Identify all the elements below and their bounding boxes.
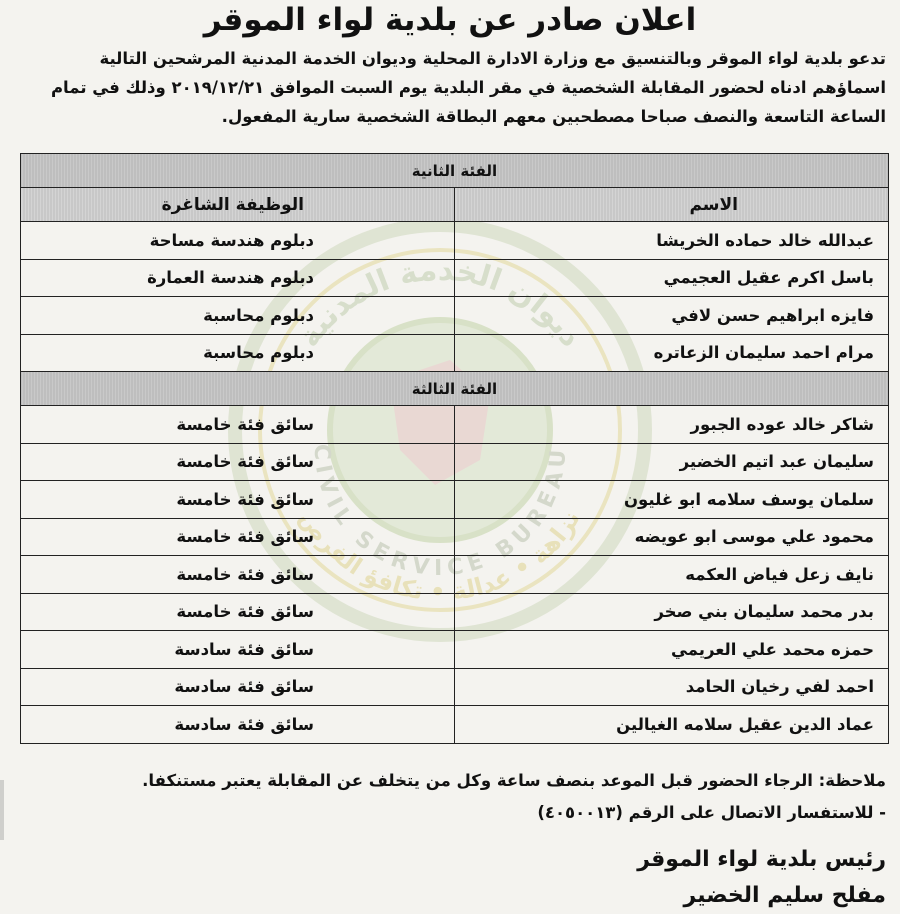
table-header-row bbox=[21, 188, 889, 222]
table-row bbox=[21, 706, 889, 744]
table-row bbox=[21, 631, 889, 669]
table-row bbox=[21, 406, 889, 444]
intro-line: تدعو بلدية لواء الموقر وبالتنسيق مع وزارة الادارة المحلية وديوان الخدمة المدنية المرشحين التالية bbox=[99, 49, 886, 68]
candidate-name: شاكر خالد عوده الجبور bbox=[455, 406, 889, 444]
candidate-name: سليمان عبد اتيم الخضير bbox=[455, 443, 889, 481]
candidate-name: بدر محمد سليمان بني صخر bbox=[455, 593, 889, 631]
candidate-name: حمزه محمد علي العريمي bbox=[455, 631, 889, 669]
header-job: الوظيفة الشاغرة bbox=[21, 188, 455, 222]
signature-title: رئيس بلدية لواء الموقر bbox=[637, 847, 886, 872]
candidate-job: سائق فئة خامسة bbox=[21, 443, 455, 481]
candidate-job: سائق فئة خامسة bbox=[21, 406, 455, 444]
table-row bbox=[21, 668, 889, 706]
candidate-name: مرام احمد سليمان الزعاتره bbox=[455, 334, 889, 372]
candidate-job: دبلوم محاسبة bbox=[21, 297, 455, 335]
candidate-job: دبلوم هندسة العمارة bbox=[21, 259, 455, 297]
candidate-job: سائق فئة خامسة bbox=[21, 518, 455, 556]
seal-motto-text: نزاهة • عدالة • تكافؤ الفرص bbox=[293, 504, 586, 607]
candidate-job: سائق فئة سادسة bbox=[21, 706, 455, 744]
candidate-job: سائق فئة خامسة bbox=[21, 556, 455, 594]
inquiry-phone-note: - للاستفسار الاتصال على الرقم (٤٠٥٠٠١٣) bbox=[537, 803, 886, 822]
table-row bbox=[21, 556, 889, 594]
signature-name: مفلح سليم الخضير bbox=[683, 883, 886, 908]
intro-paragraph bbox=[20, 44, 886, 131]
attendance-note: ملاحظة: الرجاء الحضور قبل الموعد بنصف ساعة وكل من يتخلف عن المقابلة يعتبر مستنكفا. bbox=[142, 771, 886, 790]
table-row bbox=[21, 518, 889, 556]
candidate-job: سائق فئة سادسة bbox=[21, 631, 455, 669]
candidate-job: سائق فئة خامسة bbox=[21, 481, 455, 519]
candidate-job: دبلوم محاسبة bbox=[21, 334, 455, 372]
candidate-name: عبدالله خالد حماده الخريشا bbox=[455, 222, 889, 260]
candidate-name: محمود علي موسى ابو عويضه bbox=[455, 518, 889, 556]
intro-line: اسماؤهم ادناه لحضور المقابلة الشخصية في مقر البلدية يوم السبت الموافق ٢٠١٩/١٢/٢١ وذلك في تمام bbox=[50, 78, 886, 97]
seal-english-text: CIVIL SERVICE BUREAU bbox=[308, 443, 572, 582]
candidates-table bbox=[20, 153, 889, 744]
table-row bbox=[21, 222, 889, 260]
table-row bbox=[21, 297, 889, 335]
intro-line: الساعة التاسعة والنصف صباحا مصطحبين معهم البطاقة الشخصية سارية المفعول. bbox=[221, 107, 886, 126]
candidate-name: عماد الدين عقيل سلامه الغيالين bbox=[455, 706, 889, 744]
candidate-name: فايزه ابراهيم حسن لافي bbox=[455, 297, 889, 335]
table-row bbox=[21, 593, 889, 631]
scan-edge-mark bbox=[0, 780, 4, 840]
category-3-band bbox=[21, 372, 889, 406]
candidate-job: سائق فئة خامسة bbox=[21, 593, 455, 631]
seal-arabic-top-text: ديوان الخدمة المدنية bbox=[291, 252, 589, 354]
table-row bbox=[21, 443, 889, 481]
candidate-name: نايف زعل فياض العكمه bbox=[455, 556, 889, 594]
table-row bbox=[21, 259, 889, 297]
category-2-label: الفئة الثانية bbox=[21, 154, 889, 188]
candidate-name: باسل اكرم عقيل العجيمي bbox=[455, 259, 889, 297]
candidate-job: سائق فئة سادسة bbox=[21, 668, 455, 706]
signature-block bbox=[637, 842, 886, 914]
candidate-name: سلمان يوسف سلامه ابو غليون bbox=[455, 481, 889, 519]
table-row bbox=[21, 334, 889, 372]
category-2-band bbox=[21, 154, 889, 188]
candidate-name: احمد لفي رخيان الحامد bbox=[455, 668, 889, 706]
candidate-job: دبلوم هندسة مساحة bbox=[21, 222, 455, 260]
category-3-label: الفئة الثالثة bbox=[21, 372, 889, 406]
announcement-title: اعلان صادر عن بلدية لواء الموقر bbox=[203, 2, 697, 38]
table-row bbox=[21, 481, 889, 519]
header-name: الاسم bbox=[455, 188, 889, 222]
